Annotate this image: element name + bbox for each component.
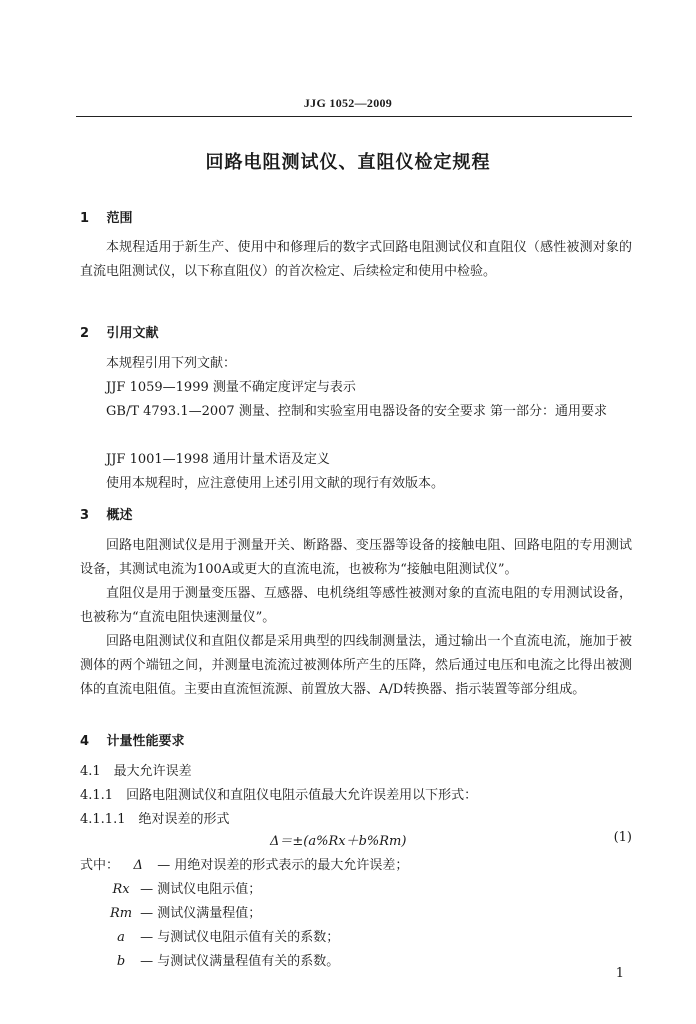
reference-item: JJF 1059—1999 测量不确定度评定与表示 [106,380,356,395]
section-4-heading [80,730,185,749]
error-formula: Δ＝±(a%Rx＋b%Rm) [270,834,407,849]
section-title: 计量性能要求 [106,734,185,749]
definition-row [106,950,339,969]
section-title: 引用文献 [106,326,159,341]
header-rule [76,116,632,117]
refs-intro: 本规程引用下列文献： [106,356,237,371]
symbol: Rx [112,882,130,897]
page-number: 1 [615,966,624,981]
refs-note: 使用本规程时，应注意使用上述引用文献的现行有效版本。 [106,476,445,491]
definition-text: — 与测试仪满量程值有关的系数。 [140,954,340,969]
clause-4-1-1: 4.1.1 回路电阻测试仪和直阻仪电阻示值最大允许误差用以下形式： [80,788,478,803]
section-number: 1 [80,211,90,226]
clause-4-1-1-1: 4.1.1.1 绝对误差的形式 [80,812,230,827]
symbol: Δ [133,858,143,873]
definition-text: — 测试仪满量程值； [140,906,262,921]
section-title: 概述 [106,508,133,523]
definition-text: — 测试仪电阻示值； [140,882,262,897]
overview-paragraph: 回路电阻测试仪和直阻仪都是采用典型的四线制测量法，通过输出一个直流电流，施加于被测体的两个端钮之间，并测量电流流过被测体所产生的压降，然后通过电压和电流之比得出被测体的直流电阻值。主要由直流恒流源、前置放大器、A/D转换器、指示装置等部分组成。 [80,634,632,697]
overview-paragraph: 回路电阻测试仪是用于测量开关、断路器、变压器等设备的接触电阻、回路电阻的专用测试设备，其测试电流为100A或更大的直流电流，也被称为“接触电阻测试仪”。 [80,538,632,577]
symbol: b [116,954,126,969]
clause-4-1: 4.1 最大允许误差 [80,764,192,779]
section-number: 3 [80,508,90,523]
section-1-heading [80,207,133,226]
section-number: 4 [80,734,90,749]
where-prefix: 式中： [80,858,120,873]
definition-row [106,878,261,897]
definition-row [106,926,339,945]
scope-paragraph: 本规程适用于新生产、使用中和修理后的数字式回路电阻测试仪和直阻仪（感性被测对象的直流电阻测试仪，以下称直阻仪）的首次检定、后续检定和使用中检验。 [80,240,632,279]
definition-text: — 与测试仪电阻示值有关的系数； [140,930,340,945]
overview-paragraph: 直阻仪是用于测量变压器、互感器、电机绕组等感性被测对象的直流电阻的专用测试设备，也被称为“直流电阻快速测量仪”。 [80,586,632,625]
equation-number: (1) [613,830,632,845]
definition-row [106,902,261,921]
reference-item: GB/T 4793.1—2007 测量、控制和实验室用电器设备的安全要求 第一部分：通用要求 [106,404,607,419]
section-3-heading [80,504,133,523]
definition-text: — 用绝对误差的形式表示的最大允许误差； [157,858,409,873]
document-title: 回路电阻测试仪、直阻仪检定规程 [205,152,491,173]
section-title: 范围 [106,211,133,226]
symbol: a [117,930,125,945]
symbol: Rm [109,906,133,921]
section-2-heading [80,322,159,341]
reference-item: JJF 1001—1998 通用计量术语及定义 [106,452,330,467]
definition-row [80,854,408,873]
standard-code-header: JJG 1052—2009 [303,96,393,110]
section-number: 2 [80,326,90,341]
